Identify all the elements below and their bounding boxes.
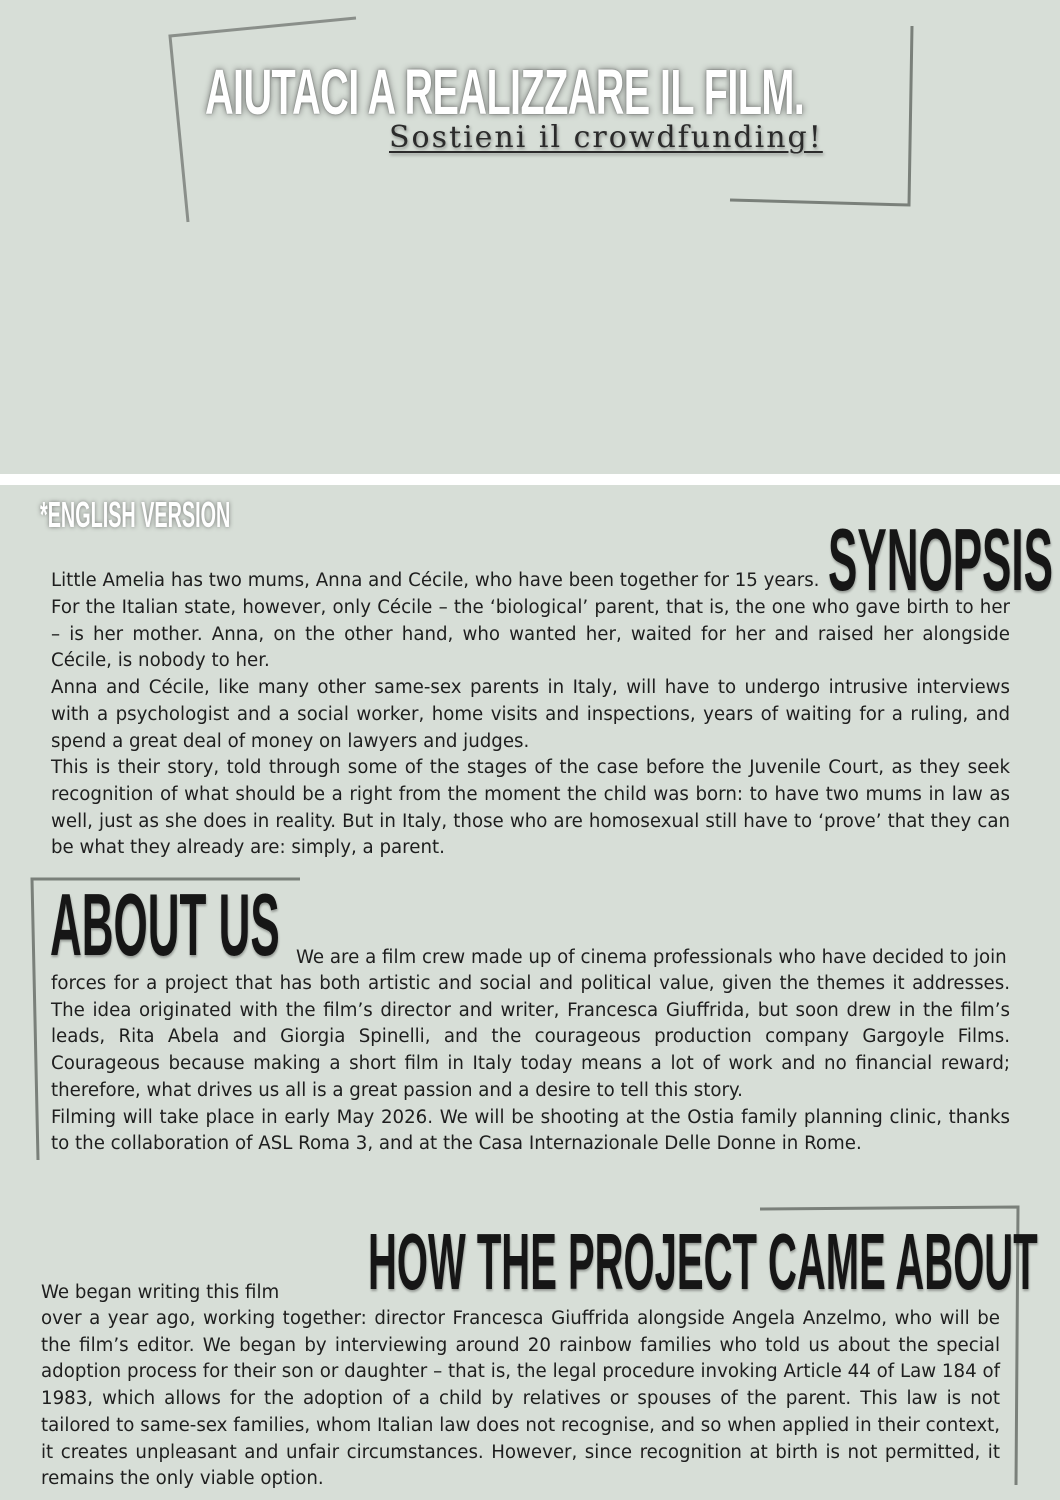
how-lead: We began writing this film [41, 1282, 280, 1303]
section-divider [0, 474, 1060, 485]
english-version-label: *ENGLISH VERSION [40, 494, 231, 535]
synopsis-body [51, 595, 1010, 862]
synopsis-paragraph: This is their story, told through some of the stages of the case before the Juvenile Court, as they seek recognition of what should be a right from the moment the child was born: to have two mums in law as well, just as she does in reality. But in Italy, those who are homosexual still have to ‘prove’ that they can be what they already are: simply, a parent. [51, 757, 1010, 859]
about-paragraph: Filming will take place in early May 2026. We will be shooting at the Ostia family planning clinic, thanks to the collaboration of ASL Roma 3, and at the Casa Internazionale Delle Donne in Rome. [51, 1106, 1010, 1155]
how-project-heading: HOW THE PROJECT CAME ABOUT [368, 1217, 1038, 1306]
about-us-heading: ABOUT US [50, 875, 280, 974]
about-paragraph: forces for a project that has both artistic and social and political value, given the themes it addresses. The idea originated with the film’s director and writer, Francesca Giuffrida, but soon drew in the film’s leads, Rita Abela and Giorgia Spinelli, and the courageous production company Gargoyle Films. Courageous because making a short film in Italy today means a lot of work and no financial reward; therefore, what drives us all is a great passion and a desire to tell this story. [51, 973, 1010, 1101]
synopsis-lead: Little Amelia has two mums, Anna and Cécile, who have been together for 15 years. [51, 570, 820, 591]
synopsis-heading: SYNOPSIS [828, 510, 1053, 609]
crowdfunding-subtitle: Sostieni il crowdfunding! [389, 120, 823, 155]
main-title: AIUTACI A REALIZZARE IL FILM. [205, 56, 805, 128]
how-paragraph: over a year ago, working together: director Francesca Giuffrida alongside Angela Anzelmo, who will be the film’s editor. We began by interviewing around 20 rainbow families who told us about the special adoption process for their son or daughter – that is, the legal procedure invoking Article 44 of Law 184 of 1983, which allows for the adoption of a child by relatives or spouses of the parent. This law is not tailored to same-sex families, whom Italian law does not recognise, and so when applied in their context, it creates unpleasant and unfair circumstances. However, since recognition at birth is not permitted, it remains the only viable option. [41, 1308, 1000, 1490]
how-body [41, 1306, 1000, 1493]
about-body [51, 971, 1010, 1158]
about-lead: We are a film crew made up of cinema professionals who have decided to join [296, 947, 1007, 968]
synopsis-paragraph: Anna and Cécile, like many other same-sex parents in Italy, will have to undergo intrusive interviews with a psychologist and a social worker, home visits and inspections, years of waiting for a ruling, and spend a great deal of money on lawyers and judges. [51, 677, 1010, 752]
synopsis-paragraph: For the Italian state, however, only Cécile – the ‘biological’ parent, that is, the one who gave birth to her – is her mother. Anna, on the other hand, who wanted her, waited for her and raised her alongside Cécile, is nobody to her. [51, 597, 1010, 672]
